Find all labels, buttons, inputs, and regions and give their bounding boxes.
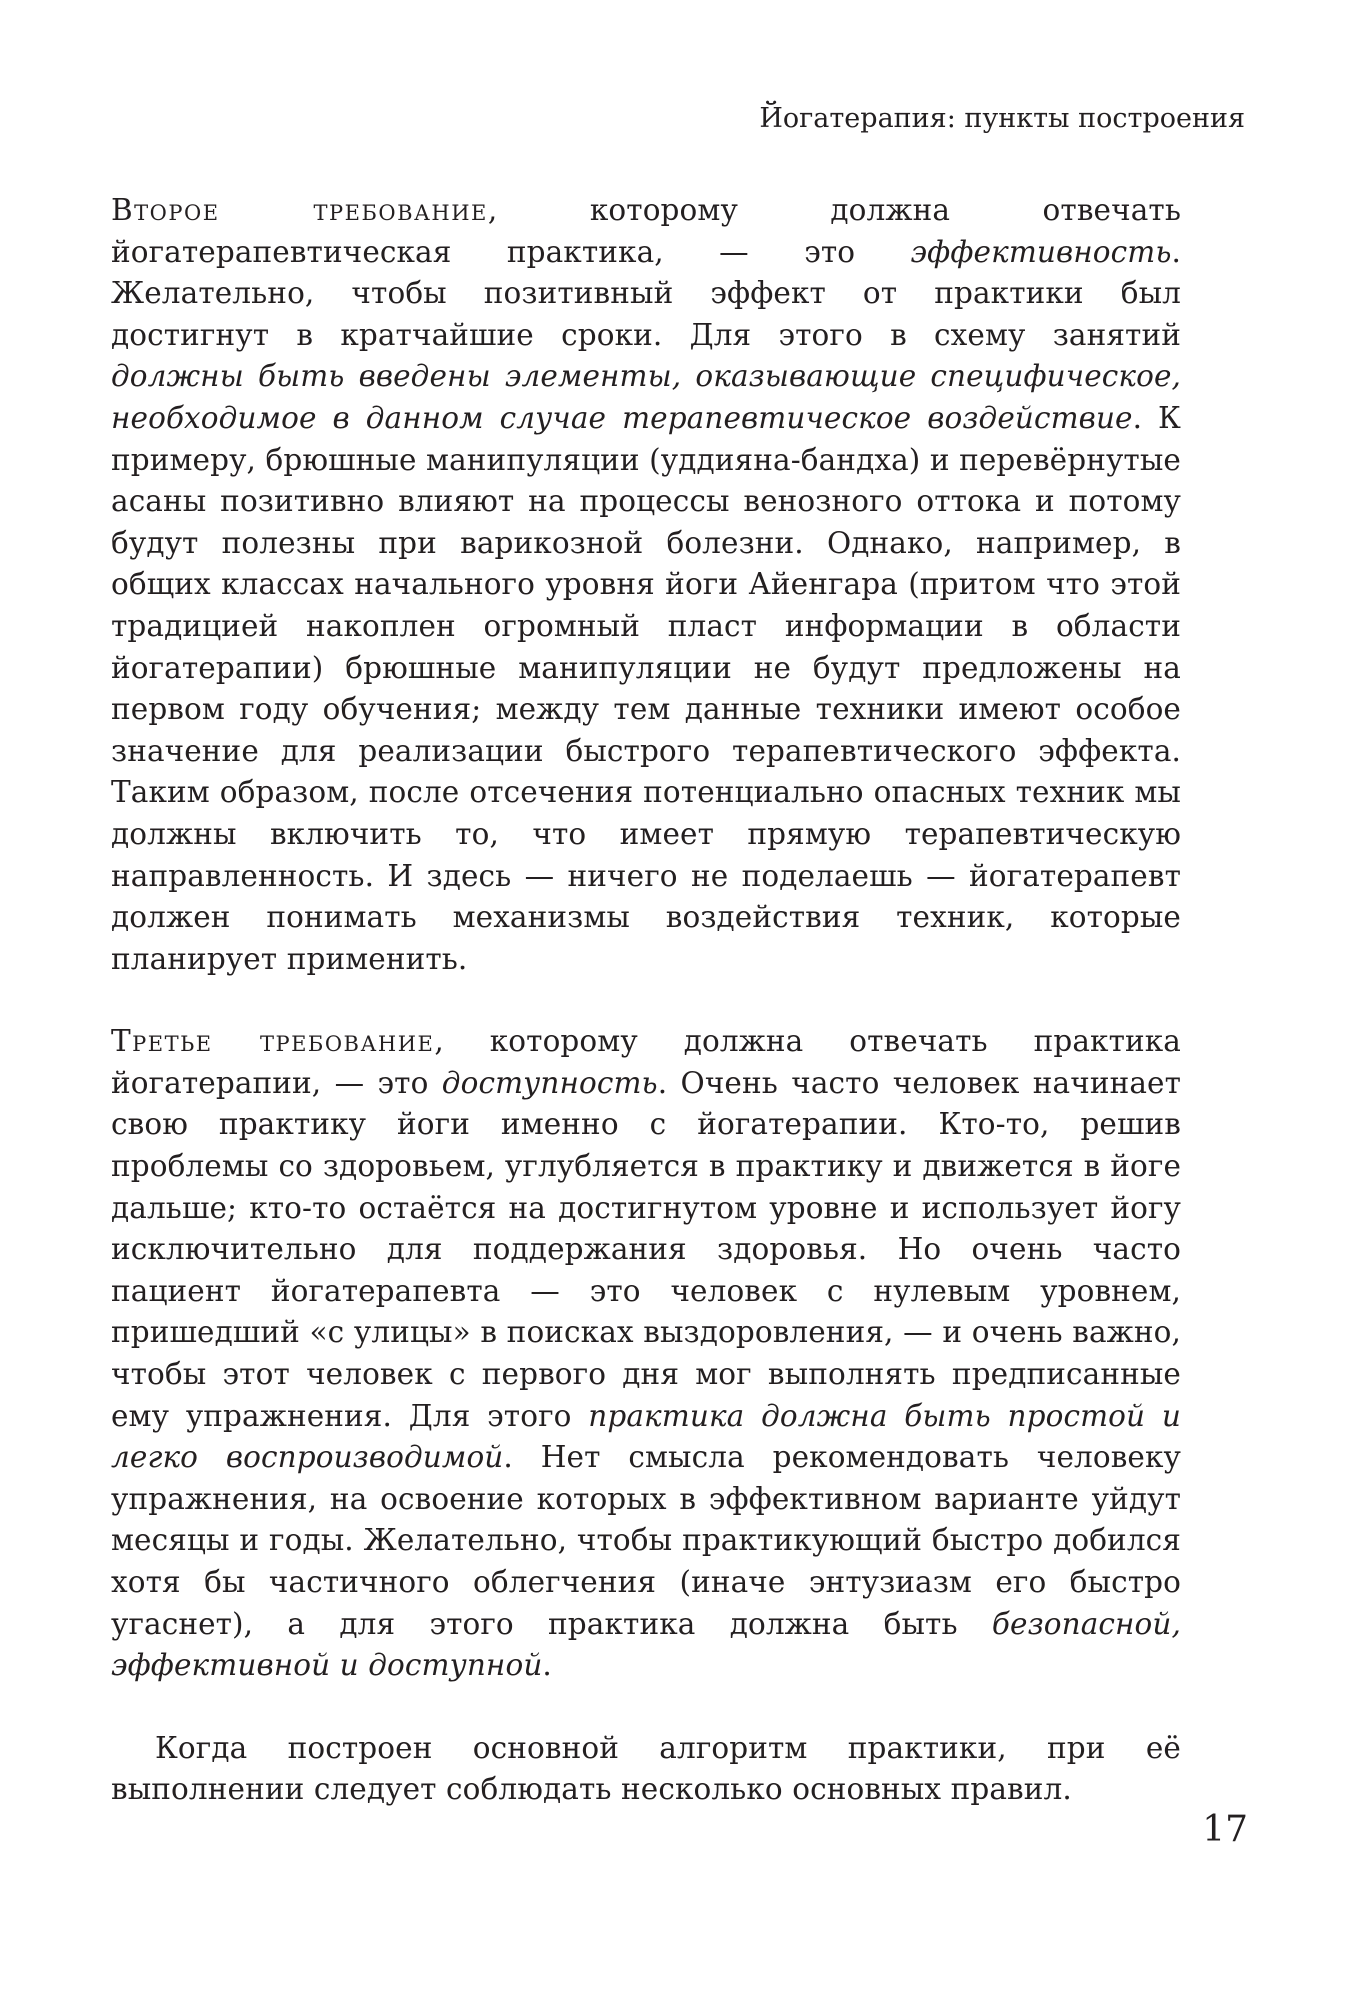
emphasis-run: должны быть введены элементы, оказывающие специфическое, необходимое в данном случае терапевтическое воздействие bbox=[111, 359, 1181, 435]
lead-in-smallcaps: Третье требование bbox=[111, 1024, 435, 1059]
text-run: . К примеру, брюшные манипуляции (уддияна-бандха) и перевёрнутые асаны позитивно влияют на процессы венозного оттока и потому будут полезны при варикозной болезни. Однако, например, в общих классах начального уровня йоги Айенгара (притом что этой традицией накоплен огромный пласт информации в области йогатерапии) брюшные манипуляции не будут предложены на первом году обучения; между тем данные техники имеют особое значение для реализации быстрого терапевтического эффекта. Таким образом, после отсечения потенциально опасных техник мы должны включить то, что имеет прямую терапевтическую направленность. И здесь — ничего не поделаешь — йогатерапевт должен понимать механизмы воздействия техник, которые планирует применить. bbox=[111, 400, 1181, 976]
emphasis-run: безопасной, эффективной и доступной bbox=[111, 1606, 1181, 1683]
emphasis-run: практика должна быть простой и легко воспроизводимой bbox=[111, 1398, 1181, 1475]
text-run: Когда построен основной алгоритм практики, при её выполнении следует соблюдать несколько основных правил. bbox=[111, 1730, 1181, 1807]
text-run: . Очень часто человек начинает свою практику йоги именно с йогатерапии. Кто-то, решив проблемы со здоровьем, углубляется в практику и движется в йоге дальше; кто-то остаётся на достигнутом уровне и использует йогу исключительно для поддержания здоровья. Но очень часто пациент йогатерапевта — это человек с нулевым уровнем, пришедший «с улицы» в поисках выздоровления, — и очень важно, чтобы этот человек с первого дня мог выполнять предписанные ему упражнения. Для этого bbox=[111, 1065, 1182, 1433]
text-run: . bbox=[542, 1648, 552, 1683]
emphasis-run: доступность bbox=[441, 1065, 658, 1100]
paragraph-conclusion bbox=[111, 1728, 1181, 1811]
running-head: Йогатерапия: пункты построения bbox=[759, 103, 1245, 134]
paragraph-third-requirement bbox=[111, 1021, 1181, 1687]
lead-in-smallcaps: Второе требование bbox=[111, 193, 488, 227]
paragraph-second-requirement bbox=[111, 190, 1181, 980]
text-run: , которому должна отвечать йогатерапевтическая практика, — это bbox=[111, 193, 1181, 269]
body-text bbox=[111, 190, 1181, 1852]
text-run: . Нет смысла рекомендовать человеку упражнения, на освоение которых в эффективном варианте уйдут месяцы и годы. Желательно, чтобы практикующий быстро добился хотя бы частичного облегчения (иначе энтузиазм его быстро угаснет), а для этого практика должна быть bbox=[111, 1440, 1181, 1641]
page-number: 17 bbox=[1202, 1809, 1248, 1850]
text-run: . Желательно, чтобы позитивный эффект от практики был достигнут в кратчайшие сроки. Для этого в схему занятий bbox=[111, 234, 1181, 352]
emphasis-run: эффективность bbox=[910, 234, 1172, 269]
text-run: , которому должна отвечать практика йогатерапии, — это bbox=[111, 1024, 1181, 1100]
